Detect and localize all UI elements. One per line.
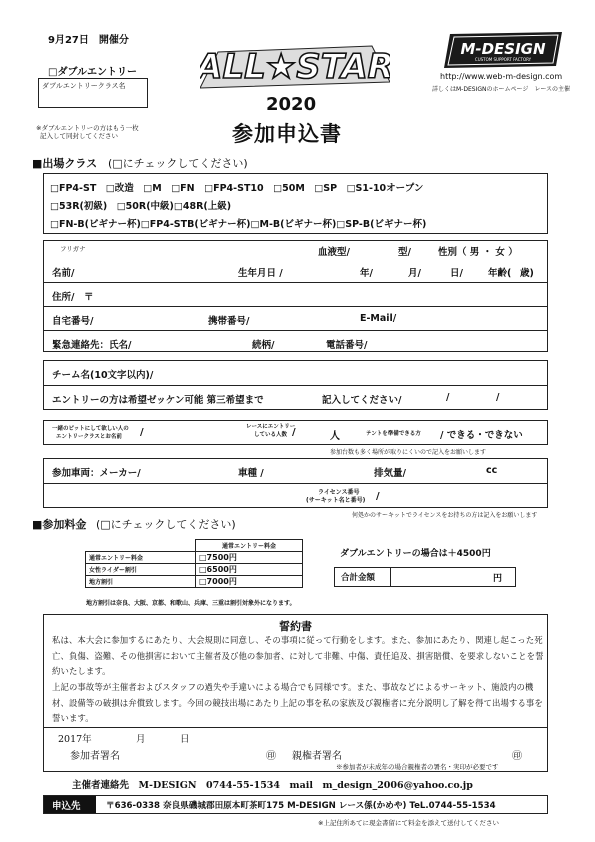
- pledge-paragraph-1: 私は、本大会に参加するにあたり、大会規則に同意し、その事項に従って行動をします。また、参加にあたり、関連し起こった死亡、負傷、盗難、その他損害において主催者及び他の参加者、に対して非難、中傷、責任追及、損害賠償、を要求しないことを誓約いたします。: [52, 635, 544, 676]
- participant-signature-label[interactable]: 参加者署名: [70, 751, 120, 762]
- website-note: 詳しくはM-DESIGNのホームページ レースの主催: [432, 86, 571, 93]
- birth-day-label: 日/: [450, 268, 463, 279]
- allstar-logo-text: ALL★STAR: [200, 47, 390, 87]
- double-entry-class-label: ダブルエントリークラス名: [42, 82, 126, 90]
- double-entry-class-box[interactable]: [38, 78, 148, 108]
- participant-seal: ㊞: [266, 751, 276, 762]
- pit-label-1: 一緒のピットにして欲しい人の: [52, 426, 129, 432]
- pledge-box: [43, 614, 548, 772]
- class-section-heading-note: (□にチェックしてください): [108, 157, 248, 170]
- zekken-slash-1: /: [446, 392, 450, 403]
- tent-options[interactable]: / できる・できない: [440, 430, 523, 441]
- age-unit-label: 歳): [520, 268, 534, 279]
- license-note: 何処かのサーキットでライセンスをお持ちの方は記入をお願いします: [352, 512, 538, 519]
- pledge-title: 誓約書: [279, 620, 312, 633]
- allstar-logo: [200, 38, 390, 90]
- event-date-note: 9月27日 開催分: [48, 35, 129, 46]
- apply-to-box: [43, 795, 548, 814]
- apply-to-label: 申込先: [44, 796, 96, 813]
- gender-label[interactable]: 性別（ 男 ・ 女 ）: [438, 247, 518, 258]
- form-title: 参加申込書: [232, 122, 342, 146]
- license-label-1: ライセンス番号: [318, 489, 360, 496]
- double-entry-note-1: ※ダブルエントリーの方はもう一枚: [36, 124, 139, 132]
- website-url: http://www.web-m-design.com: [440, 72, 563, 81]
- apply-to-address: 〒636-0338 奈良県磯城郡田原本町茶町175 M-DESIGN レース係(かめや) TeL.0744-55-1534: [106, 801, 496, 811]
- birth-year-label: 年/: [360, 268, 373, 279]
- age-label[interactable]: 年齢(: [488, 268, 512, 279]
- vehicle-model-label[interactable]: 車種 /: [238, 468, 264, 479]
- table-row: [86, 552, 303, 564]
- fee-row-label: 女性ライダー割引: [86, 564, 196, 576]
- guardian-seal: ㊞: [512, 751, 522, 762]
- email-label[interactable]: E-Mail/: [360, 313, 397, 324]
- address-label[interactable]: 住所/ 〒: [52, 292, 94, 303]
- m-design-sub-text: CUSTOM SUPPORT FACTORY: [474, 57, 532, 62]
- guardian-note: ※参加者が未成年の場合親権者の署名・実印が必要です: [336, 763, 499, 771]
- tent-label: テントを準備できる方: [366, 431, 421, 437]
- double-entry-extra-fee: ダブルエントリーの場合は＋4500円: [340, 549, 491, 559]
- birth-month-label: 月/: [408, 268, 421, 279]
- m-design-logo: [442, 30, 564, 70]
- fee-table: [85, 539, 303, 588]
- emergency-phone-label[interactable]: 電話番号/: [326, 340, 368, 351]
- fee-section-heading-note: (□にチェックしてください): [96, 518, 236, 531]
- table-row: [86, 564, 303, 576]
- m-design-logo-text: M-DESIGN: [460, 40, 546, 58]
- furigana-label: フリガナ: [60, 245, 86, 253]
- emergency-contact-label[interactable]: 緊急連絡先：氏名/: [52, 340, 132, 351]
- type-label: 型/: [398, 247, 411, 258]
- fee-row-option[interactable]: □7500円: [196, 552, 303, 564]
- double-entry-checkbox[interactable]: □ダブルエントリー: [48, 67, 138, 78]
- people-unit: 人: [330, 431, 340, 442]
- pledge-paragraph-2: 上記の事故等が主催者およびスタッフの過失や手違いによる場合でも同様です。また、事故などによるサーキット、施設内の機材、設備等の破損は弁償致します。今回の競技出場にあたり上記の事を私の家族及び親権者に充分説明し了解を得て出場する事を誓います。: [52, 682, 543, 723]
- fee-row-option[interactable]: □7000円: [196, 576, 303, 588]
- regional-discount-note: 地方割引は奈良、大阪、京都、和歌山、兵庫、三重は割引対象外になります。: [86, 600, 296, 607]
- class-options-line1[interactable]: □FP4-ST □改造 □M □FN □FP4-ST10 □50M □SP □S1-10オープン: [50, 183, 424, 194]
- yen-unit: 円: [493, 574, 503, 584]
- name-label[interactable]: 名前/: [52, 268, 75, 279]
- double-entry-note-2: 記入して同封してください: [40, 132, 118, 140]
- pledge-date-month: 月: [136, 734, 146, 745]
- race-entrants-label-1: レースにエントリー: [246, 424, 296, 430]
- fee-row-option[interactable]: □6500円: [196, 564, 303, 576]
- home-phone-label[interactable]: 自宅番号/: [52, 316, 94, 327]
- guardian-signature-label[interactable]: 親権者署名: [292, 751, 342, 762]
- vehicle-maker-label[interactable]: 参加車両：メーカー/: [52, 468, 141, 479]
- class-options-line2[interactable]: □53R(初級) □50R(中級)□48R(上級): [50, 201, 232, 212]
- birthday-label[interactable]: 生年月日 /: [238, 268, 283, 279]
- pledge-date-day: 日: [180, 734, 190, 745]
- race-entrants-slash[interactable]: /: [292, 427, 296, 438]
- team-name-label[interactable]: チーム名(10文字以内)/: [52, 370, 154, 381]
- class-section-heading: ■出場クラス: [32, 157, 98, 170]
- total-amount-box[interactable]: [334, 567, 516, 587]
- table-row: [86, 576, 303, 588]
- zekken-label: エントリーの方は希望ゼッケン可能 第三希望まで: [52, 395, 264, 406]
- license-label-2: (サーキット名と番号): [306, 497, 366, 504]
- race-entrants-label-2: している人数: [254, 432, 288, 438]
- organizer-contact: 主催者連絡先 M-DESIGN 0744-55-1534 mail m_design_2006@yahoo.co.jp: [72, 780, 473, 791]
- pit-note: 参加台数も多く場所が取りにくいので記入をお願いします: [330, 449, 487, 456]
- displacement-label[interactable]: 排気量/: [374, 468, 406, 479]
- class-options-line3[interactable]: □FN-B(ビギナー杯)□FP4-STB(ビギナー杯)□M-B(ビギナー杯)□SP-B(ビギナー杯): [50, 219, 427, 230]
- blood-type-label[interactable]: 血液型/: [318, 247, 350, 258]
- relation-label[interactable]: 続柄/: [252, 340, 275, 351]
- fee-row-label: 通常エントリー料金: [86, 552, 196, 564]
- cc-unit: cc: [486, 465, 498, 476]
- cash-registered-mail-note: ※上記住所あてに現金書留にて料金を添えて送付してください: [318, 819, 499, 827]
- license-slash[interactable]: /: [376, 491, 380, 502]
- zekken-fill-label[interactable]: 記入してください/: [322, 395, 402, 406]
- fee-row-label: 地方割引: [86, 576, 196, 588]
- fee-section-heading: ■参加料金: [32, 518, 87, 531]
- mobile-label[interactable]: 携帯番号/: [208, 316, 250, 327]
- pit-label-2: エントリークラスとお名前: [56, 434, 122, 440]
- class-options-box: [43, 173, 548, 234]
- pledge-date-year: 2017年: [58, 734, 92, 745]
- fee-table-header: 通常エントリー料金: [196, 540, 303, 552]
- pit-slash[interactable]: /: [140, 427, 144, 438]
- event-year: 2020: [266, 94, 317, 115]
- total-amount-label: 合計金額: [335, 568, 391, 586]
- zekken-slash-2: /: [496, 392, 500, 403]
